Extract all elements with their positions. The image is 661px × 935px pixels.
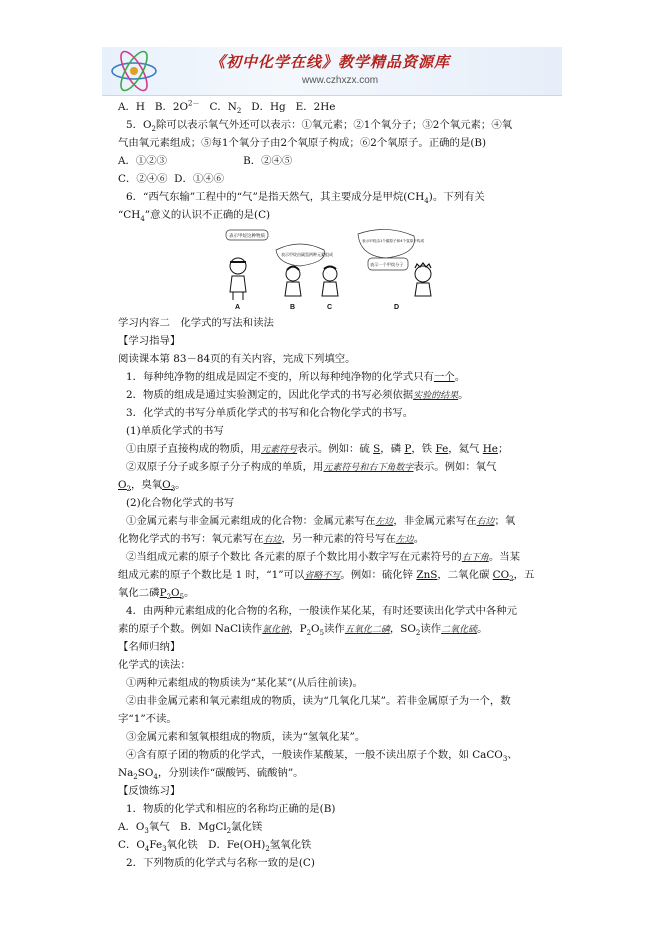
- summary-rule-2: ②由非金属元素和氧元素组成的物质，读为“几氧化几某”。若非金属原子为一个，数: [126, 695, 511, 707]
- point-1: 1．每种纯净物的组成是固定不变的，所以每种纯净物的化学式只有一个。: [126, 371, 466, 383]
- practice-label: 【反馈练习】: [118, 785, 181, 797]
- label-b: B: [290, 304, 296, 310]
- summary-rule-2-cont: 字“1”不读。: [118, 713, 177, 725]
- q6-line2: “$CH_4$”意义的认识不正确的是(C): [118, 209, 271, 224]
- element-rule-1: ①由原子直接构成的物质，用元素符号表示。例如：硫 S，磷 P，铁 Fe，氦气 He；: [126, 443, 509, 455]
- bubble-c2-text: 表示一个甲烷分子: [370, 262, 404, 267]
- element-rule-2-cont: $O_2$，臭氧$O_3$。: [118, 479, 186, 494]
- document-body: [118, 98, 548, 872]
- compound-rule-2: ②当组成元素的原子个数比 各元素的原子个数比用小数字写在元素符号的右下角。当某: [126, 551, 520, 563]
- q6-line1: 6．“西气东输”工程中的“气”是指天然气，其主要成分是甲烷$(CH_4)$。下列有关: [126, 191, 485, 206]
- label-a: A: [235, 304, 241, 310]
- summary-rule-3: ③金属元素和氢氧根组成的物质，读为“氢氧化某”。: [126, 731, 366, 743]
- q6-figure: [118, 228, 548, 310]
- bubble-c1-text: 表示甲烷由1个碳原子和4个氢原子构成: [362, 239, 425, 243]
- practice-q1-ab: A．$O_3$氧气 B．MgCl$_2$氯化镁: [118, 821, 263, 836]
- summary-label: 【名师归纳】: [118, 641, 181, 653]
- practice-q2: 2．下列物质的化学式与名称一致的是(C): [126, 857, 315, 869]
- point-2: 2．物质的组成是通过实验测定的，因此化学式的书写必须依据实验的结果。: [126, 389, 469, 401]
- summary-rule-4: ④含有原子团的物质的化学式，一般读作某酸某，一般不读出原子个数，如 CaCO$_3$、: [126, 749, 518, 764]
- q5-line1: 5．$O_2$除可以表示氧气外还可以表示：①氧元素；②1个氧分子；③2个氧元素；④氧: [126, 119, 513, 134]
- student-a: [230, 258, 246, 300]
- compound-rule-1: ①金属元素与非金属元素组成的化合物：金属元素写在左边，非金属元素写在右边；氧: [126, 515, 516, 527]
- summary-rule-1: ①两种元素组成的物质读为“某化某”(从后往前读)。: [126, 677, 363, 689]
- practice-q1: 1．物质的化学式和相应的名称均正确的是(B): [126, 803, 336, 815]
- q-options-line: A．H B．$2O^{2-}$ C．$N_2$ D．Hg E．2He: [118, 99, 336, 116]
- header-banner: [102, 47, 562, 96]
- element-rule-2: ②双原子分子或多原子分子构成的单质，用元素符号和右下角数字表示。例如：氧气: [126, 461, 497, 473]
- student-b: [285, 267, 301, 297]
- atom-logo-icon: [106, 45, 162, 97]
- student-d: [415, 263, 431, 296]
- q5-line2: 气由氧元素组成；⑤每1个氧分子由2个氧原子构成；⑥2个氧原子。正确的是(B): [118, 137, 487, 149]
- point-3: 3．化学式的书写分单质化学式的书写和化合物化学式的书写。: [126, 407, 414, 419]
- label-c: C: [327, 304, 333, 310]
- subheading-compound: (2)化合物化学式的书写: [126, 497, 235, 509]
- compound-rule-2-cont: 组成元素的原子个数比是 1 时，“1”可以省略不写。例如：硫化锌 ZnS，二氧化碳 $CO_2$，五: [118, 569, 535, 584]
- section2-intro: 阅读课本第 83－84页的有关内容，完成下列填空。: [118, 353, 356, 365]
- students-illustration: [218, 228, 448, 310]
- summary-rule-4-cont: $Na_2SO_4$，分别读作“碳酸钙、硫酸钠”。: [118, 767, 304, 782]
- student-c: [322, 267, 338, 297]
- compound-rule-1-cont: 化物化学式的书写：氧元素写在右边，另一种元素的符号写在左边。: [118, 533, 425, 545]
- header-url[interactable]: www.czhxzx.com: [302, 75, 379, 86]
- summary-title: 化学式的读法：: [118, 659, 191, 671]
- bubble-b-text: 表示甲烷由碳氢两种元素组成: [281, 252, 333, 257]
- point-4: 4．由两种元素组成的化合物的名称，一般读作某化某，有时还要读出化学式中各种元: [126, 605, 518, 617]
- guide-label: 【学习指导】: [118, 335, 181, 347]
- header-title: 《初中化学在线》教学精品资源库: [210, 53, 451, 71]
- practice-q1-cd: C．$O_4Fe_3$氧化铁 D．$Fe(OH)_2$氢氧化铁: [118, 839, 312, 854]
- section2-heading: 学习内容二 化学式的写法和读法: [118, 317, 274, 329]
- bubble-a-text: 表示甲烷这种物质: [229, 234, 265, 239]
- point-4-cont: 素的原子个数。例如 NaCl读作氯化钠，$P_2O_5$读作五氧化二磷，$SO_2$读作二氧化硫。: [118, 623, 488, 638]
- compound-rule-2-end: 氧化二磷$P_2O_5$。: [118, 587, 195, 602]
- q5-options-row1: A．①②③ B．②④⑤: [118, 155, 293, 167]
- subheading-element: (1)单质化学式的书写: [126, 425, 224, 437]
- q5-options-row2: C．②④⑥ D．①④⑥: [118, 173, 225, 185]
- label-d: D: [394, 304, 400, 310]
